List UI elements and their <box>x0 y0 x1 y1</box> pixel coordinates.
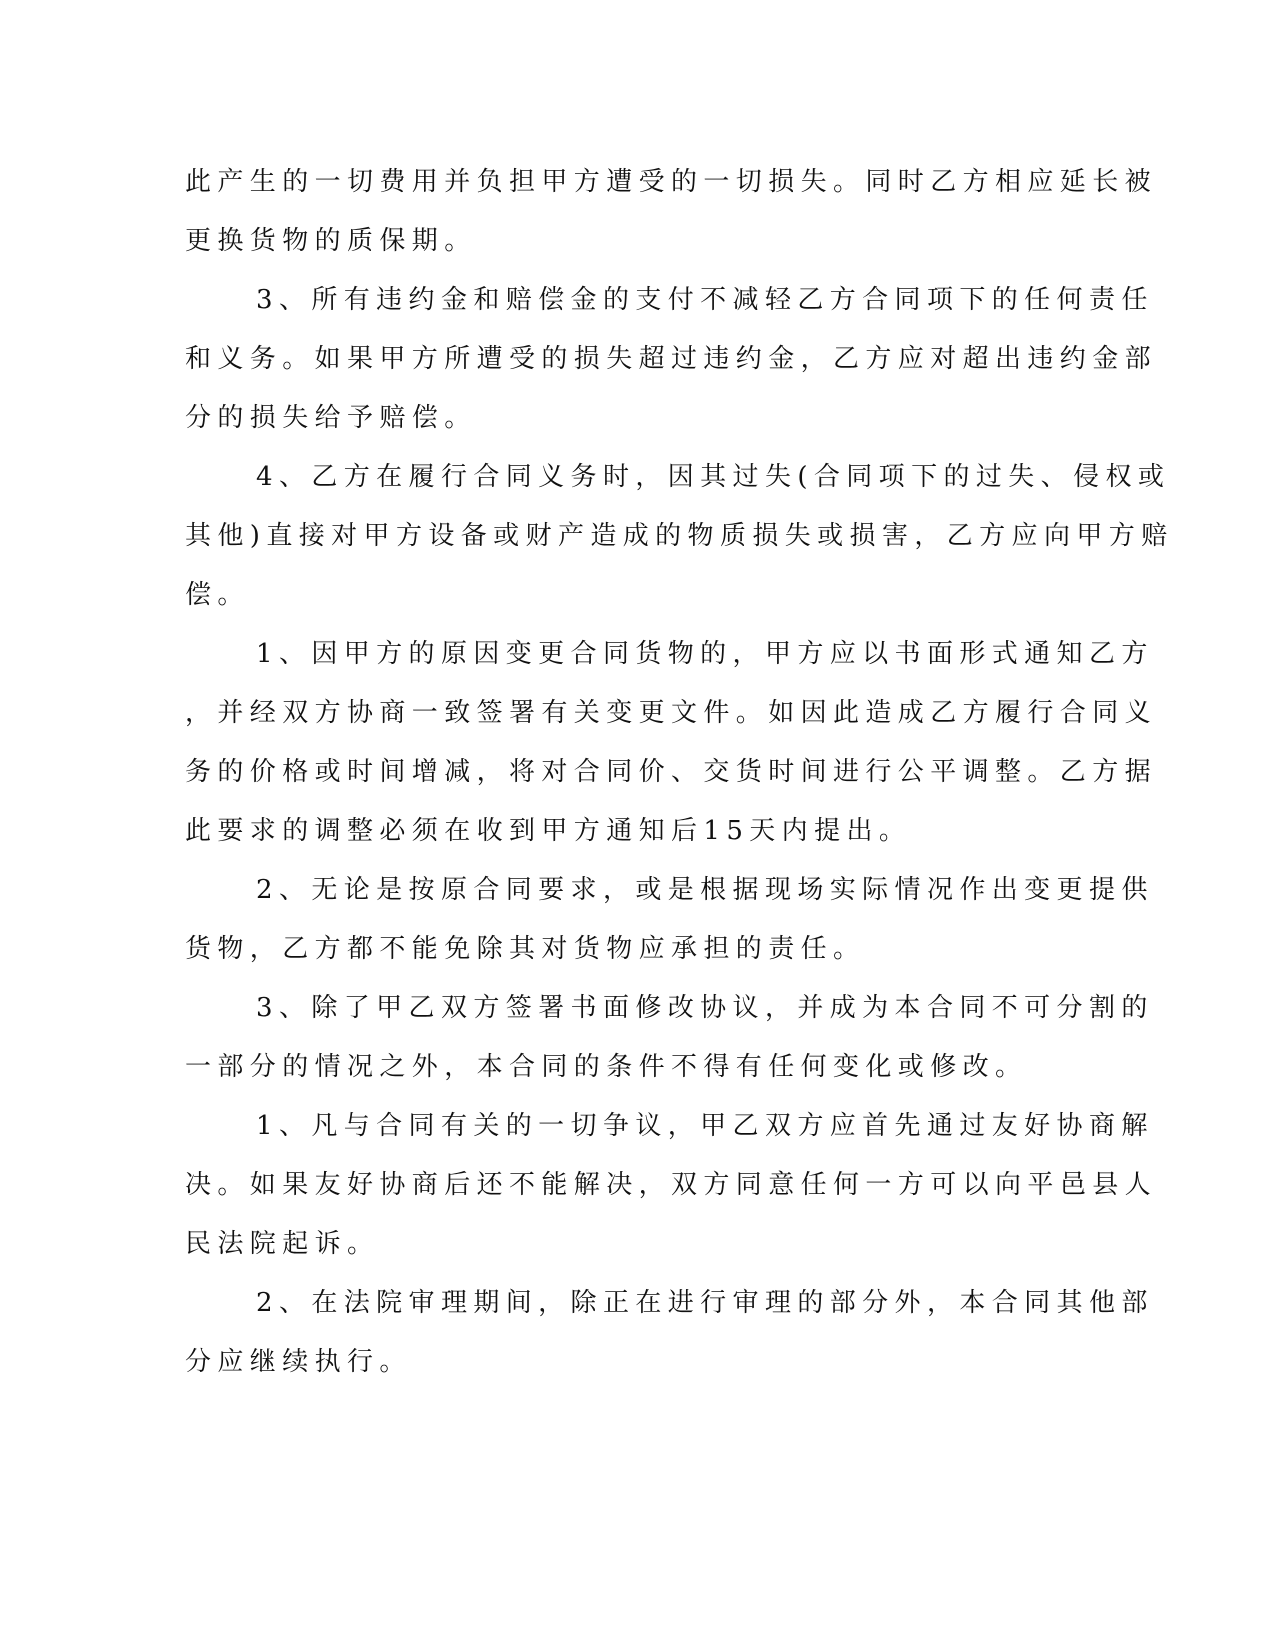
paragraph-first-line: 2、在法院审理期间，除正在进行审理的部分外，本合同其他部 <box>256 1288 1154 1318</box>
text-line: 决。如果友好协商后还不能解决，双方同意任何一方可以向平邑县人 <box>185 1170 1158 1200</box>
text-line: 务的价格或时间增减，将对合同价、交货时间进行公平调整。乙方据 <box>185 757 1158 787</box>
text-line: 货物，乙方都不能免除其对货物应承担的责任。 <box>185 934 866 964</box>
text-line: 此要求的调整必须在收到甲方通知后15天内提出。 <box>185 816 912 846</box>
paragraph-first-line: 3、所有违约金和赔偿金的支付不减轻乙方合同项下的任何责任 <box>256 285 1154 315</box>
paragraph-first-line: 3、除了甲乙双方签署书面修改协议，并成为本合同不可分割的 <box>256 993 1154 1023</box>
paragraph-first-line: 4、乙方在履行合同义务时，因其过失(合同项下的过失、侵权或 <box>256 462 1171 492</box>
text-line: 一部分的情况之外，本合同的条件不得有任何变化或修改。 <box>185 1052 1028 1082</box>
text-line: ，并经双方协商一致签署有关变更文件。如因此造成乙方履行合同义 <box>185 698 1158 728</box>
text-line: 分的损失给予赔偿。 <box>185 403 477 433</box>
text-line: 更换货物的质保期。 <box>185 226 477 256</box>
text-line: 分应继续执行。 <box>185 1347 412 1377</box>
text-line: 民法院起诉。 <box>185 1229 380 1259</box>
paragraph-first-line: 2、无论是按原合同要求，或是根据现场实际情况作出变更提供 <box>256 875 1154 905</box>
paragraph-first-line: 1、因甲方的原因变更合同货物的，甲方应以书面形式通知乙方 <box>256 639 1154 669</box>
text-line: 其他)直接对甲方设备或财产造成的物质损失或损害，乙方应向甲方赔 <box>185 521 1174 551</box>
paragraph-first-line: 1、凡与合同有关的一切争议，甲乙双方应首先通过友好协商解 <box>256 1111 1154 1141</box>
text-line: 此产生的一切费用并负担甲方遭受的一切损失。同时乙方相应延长被 <box>185 167 1158 197</box>
text-line: 和义务。如果甲方所遭受的损失超过违约金，乙方应对超出违约金部 <box>185 344 1158 374</box>
text-line: 偿。 <box>185 580 250 610</box>
